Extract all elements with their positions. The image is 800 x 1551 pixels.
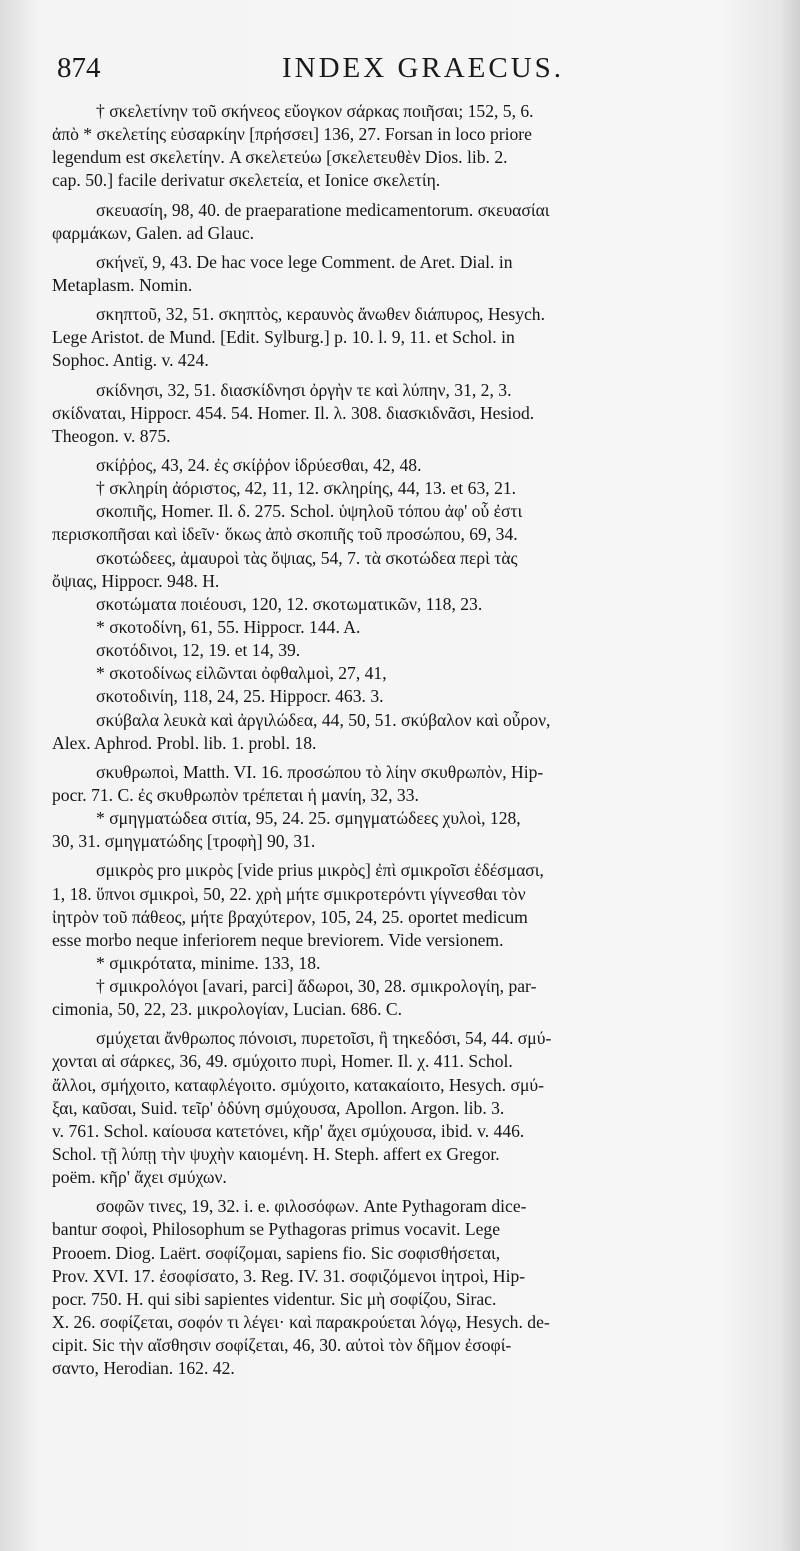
text-line: esse morbo neque inferiorem neque breviorem. Vide versionem. — [52, 929, 504, 950]
text-line: περισκοπῆσαι καὶ ἰδεῖν· ὅκως ἀπὸ σκοπιῆς τοῦ προσώπου, 69, 34. — [52, 524, 518, 545]
text-line: σκηπτοῦ, 32, 51. σκηπτὸς, κεραυνὸς ἄνωθεν διάπυρος, Hesych. — [96, 304, 545, 325]
text-line: σκοτώδεες, ἀμαυροὶ τὰς ὄψιας, 54, 7. τὰ σκοτώδεα περὶ τὰς — [96, 547, 518, 568]
text-line: σοφῶν τινες, 19, 32. i. e. φιλοσόφων. Ante Pythagoram dice- — [96, 1196, 527, 1217]
text-line: * σμηγματώδεα σιτία, 95, 24. 25. σμηγματώδεες χυλοὶ, 128, — [96, 808, 521, 829]
text-line: cap. 50.] facile derivatur σκελετεία, et Ionice σκελετίη. — [52, 170, 441, 191]
running-title: INDEX GRAECUS. — [282, 52, 565, 84]
text-line: Prooem. Diog. Laërt. σοφίζομαι, sapiens fio. Sic σοφισθήσεται, — [52, 1242, 501, 1263]
text-line: σκύβαλα λευκὰ καὶ ἀργιλώδεα, 44, 50, 51. σκύβαλον καὶ οὖρον, — [96, 709, 551, 730]
text-line: σκοτοδινίη, 118, 24, 25. Hippocr. 463. 3. — [96, 686, 384, 707]
text-line: Schol. τῇ λύπῃ τὴν ψυχὴν καιομένη. H. Steph. affert ex Gregor. — [52, 1144, 500, 1165]
text-line: pocr. 750. H. qui sibi sapientes videntur. Sic μὴ σοφίζου, Sirac. — [52, 1288, 497, 1309]
text-line: σκοτώματα ποιέουσι, 120, 12. σκοτωματικῶν, 118, 23. — [96, 593, 483, 614]
page-header — [57, 52, 757, 92]
text-line: σμύχεται ἄνθρωπος πόνοισι, πυρετοῖσι, ἢ τηκεδόσι, 54, 44. σμύ- — [96, 1028, 552, 1049]
text-line: σκοτόδινοι, 12, 19. et 14, 39. — [96, 640, 301, 661]
text-line: σκευασίη, 98, 40. de praeparatione medicamentorum. σκευασίαι — [96, 199, 550, 220]
text-line: 1, 18. ὕπνοι σμικροὶ, 50, 22. χρὴ μήτε σμικροτερόντι γίγνεσθαι τὸν — [52, 883, 526, 904]
text-line: σκίῤῥος, 43, 24. ἐς σκίῤῥον ἱδρύεσθαι, 42, 48. — [96, 454, 422, 475]
text-line: poëm. κῆρ' ἄχει σμύχων. — [52, 1167, 227, 1188]
text-line: χονται αἱ σάρκες, 36, 49. σμύχοιτο πυρὶ, Homer. Il. χ. 411. Schol. — [52, 1051, 513, 1072]
text-line: v. 761. Schol. καίουσα κατετόνει, κῆρ' ἄχει σμύχουσα, ibid. v. 446. — [52, 1120, 525, 1141]
text-line: σκοπιῆς, Homer. Il. δ. 275. Schol. ὑψηλοῦ τόπου ἀφ' οὗ ἐστι — [96, 501, 523, 522]
text-line: σμικρὸς pro μικρὸς [vide prius μικρὸς] ἐπὶ σμικροῖσι ἐδέσμασι, — [96, 860, 544, 881]
text-line: σκυθρωποὶ, Matth. VI. 16. προσώπου τὸ λίην σκυθρωπὸν, Hip- — [96, 761, 544, 782]
text-line: Prov. XVI. 17. ἐσοφίσατο, 3. Reg. IV. 31. σοφιζόμενοι ἰητροὶ, Hip- — [52, 1265, 526, 1286]
text-line: ἰητρὸν τοῦ πάθεος, μήτε βραχύτερον, 105, 24, 25. oportet medicum — [52, 906, 528, 927]
text-line: legendum est σκελετίην. A σκελετεύω [σκελετευθὲν Dios. lib. 2. — [52, 147, 508, 168]
text-line: X. 26. σοφίζεται, σοφόν τι λέγει· καὶ παρακρούεται λόγῳ, Hesych. de- — [52, 1312, 550, 1333]
text-line: σκίδνησι, 32, 51. διασκίδνησι ὀργὴν τε καὶ λύπην, 31, 2, 3. — [96, 379, 512, 400]
text-line: cipit. Sic τὴν αἴσθησιν σοφίζεται, 46, 30. αὐτοὶ τὸν δῆμον ἐσοφί- — [52, 1335, 512, 1356]
text-line: σκίδναται, Hippocr. 454. 54. Homer. Il. λ. 308. διασκιδνᾶσι, Hesiod. — [52, 402, 535, 423]
text-line: † σκελετίνην τοῦ σκήνεος εὔογκον σάρκας ποιῆσαι; 152, 5, 6. — [96, 101, 534, 121]
page-number: 874 — [57, 52, 101, 84]
text-line: Alex. Aphrod. Probl. lib. 1. probl. 18. — [52, 732, 317, 753]
text-line: σκήνεϊ, 9, 43. De hac voce lege Comment. de Aret. Dial. in — [96, 251, 513, 272]
text-line: cimonia, 50, 22, 23. μικρολογίαν, Lucian. 686. C. — [52, 999, 403, 1020]
text-line: bantur σοφοὶ, Philosophum se Pythagoras primus vocavit. Lege — [52, 1219, 501, 1240]
index-text-block — [52, 100, 764, 1380]
text-line: φαρμάκων, Galen. ad Glauc. — [52, 222, 255, 243]
text-line: ξαι, καῦσαι, Suid. τεῖρ' ὀδύνη σμύχουσα, Apollon. Argon. lib. 3. — [52, 1097, 505, 1118]
text-line: pocr. 71. C. ἐς σκυθρωπὸν τρέπεται ἡ μανίη, 32, 33. — [52, 784, 419, 805]
text-line: † σμικρολόγοι [avari, parci] ἄδωροι, 30, 28. σμικρολογίη, par- — [96, 976, 537, 997]
text-line: Theogon. v. 875. — [52, 425, 171, 446]
text-line: ἀπὸ * σκελετίης εὐσαρκίην [πρήσσει] 136, 27. Forsan in loco priore — [52, 124, 532, 145]
text-line: ἄλλοι, σμήχοιτο, καταφλέγοιτο. σμύχοιτο, κατακαίοιτο, Hesych. σμύ- — [52, 1074, 544, 1095]
text-line: σαντο, Herodian. 162. 42. — [52, 1358, 235, 1379]
text-line: * σκοτοδίνως εἰλῶνται ὀφθαλμοὶ, 27, 41, — [96, 663, 387, 684]
text-line: Sophoc. Antig. v. 424. — [52, 350, 209, 371]
text-line: * σκοτοδίνη, 61, 55. Hippocr. 144. A. — [96, 616, 361, 637]
text-line: * σμικρότατα, minime. 133, 18. — [96, 952, 321, 973]
text-line: Lege Aristot. de Mund. [Edit. Sylburg.] p. 10. l. 9, 11. et Schol. in — [52, 327, 515, 348]
text-line: Metaplasm. Nomin. — [52, 274, 193, 295]
text-line: 30, 31. σμηγματώδης [τροφὴ] 90, 31. — [52, 831, 316, 852]
text-line: † σκληρίη ἀόριστος, 42, 11, 12. σκληρίης, 44, 13. et 63, 21. — [96, 478, 517, 499]
text-line: ὄψιας, Hippocr. 948. H. — [52, 570, 220, 591]
